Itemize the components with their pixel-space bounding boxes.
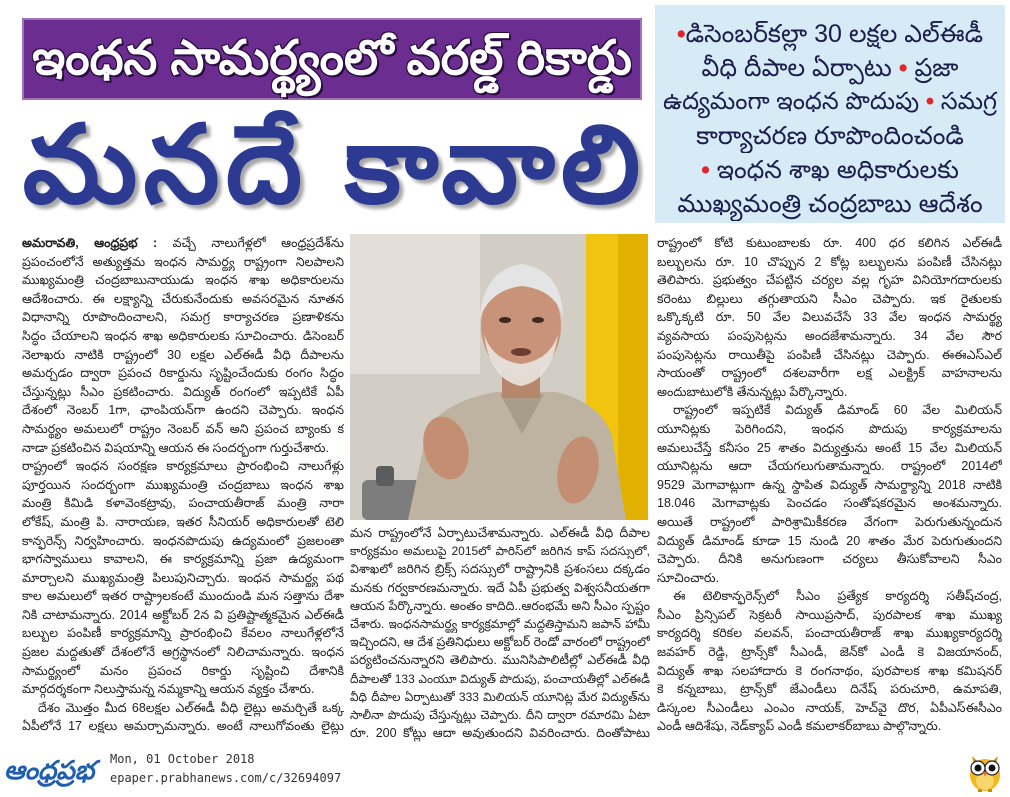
main-headline: మనదే కావాలి <box>22 104 647 225</box>
text-line: భాగస్వాములు కావాలని, ఈ కార్యక్రమాన్ని ప్రజా ఉద్యమంగా <box>22 552 344 567</box>
text-line: సూచించారు. <box>657 570 720 585</box>
text-line: యూనిట్లను ఆదా చేయగలుగుతామన్నారు. రాష్ట్రంలో 2014లో <box>657 459 1002 474</box>
text-line: ఆదేశించారు. ఈ లక్ష్యాన్ని చేరుకునేందుకు అవసరమైన నూతన <box>22 291 344 306</box>
article-column-3 <box>657 234 1002 736</box>
text-line: మనకు గర్వకారణమన్నారు. ఇదే ఏపీ ప్రభుత్వ విశ్వసనీయతగా <box>350 580 650 595</box>
text-line: మార్చాలని ముఖ్యమంత్రి పిలుపునిచ్చారు. ఇంధన సామర్థ్య పథ <box>22 570 344 585</box>
text-line: విద్యుత్ శాఖ సలహాదారు కె రంగనాథం, పురపాలక శాఖ కమిషనర్ <box>657 663 1002 678</box>
bullet-icon: • <box>676 20 686 48</box>
highlight-text: ఉద్యమంగా ఇంధన పొదుపు <box>662 88 920 115</box>
text-line: వీధి దీపాల ఏర్పాటుతో 333 మిలియన్ యూనిట్ల మేర విద్యుత్‌ను <box>350 689 650 704</box>
highlight-text: ఇంధన శాఖ అధికారులకు <box>716 156 959 184</box>
bullet-icon: • <box>701 156 710 184</box>
clip-url: epaper.prabhanews.com/c/32694097 <box>110 771 342 785</box>
text-line: సీఎం ప్రిన్సిపల్ సెక్రటరీ సాయిప్రసాద్, పురపాలక శాఖ ముఖ్య <box>657 607 1002 622</box>
text-line: చేశారు. ఇంధనసామర్థ్య కార్యక్రమాల్లో మద్దతిస్తామని జపాన్ హామీ <box>350 616 650 631</box>
text-line: నాడా ప్రకటించిన విషయాన్ని ఆయన ఈ సందర్భంగా గుర్తుచేశారు. <box>22 440 329 455</box>
text-line: ఒక్కొక్కటి రూ. 50 వేల విలువచేసే 33 వేల ఇంధన సామర్థ్య <box>657 310 1002 325</box>
text-line: మార్గదర్శకంగా నిలుస్తామన్న నమ్మకాన్ని ఆయన వ్యక్తం చేశారు. <box>22 682 315 697</box>
article-column-1 <box>22 234 344 736</box>
highlight-line <box>661 187 999 221</box>
text-line: బల్బులను రూ. 10 చొప్పున 2 కోట్ల బల్బులను పంపిణీ చేసినట్లు <box>657 254 1002 269</box>
text-line: రాష్ట్రంలో ఇంధన సంరక్షణ కార్యక్రమాలు ప్రారంభించి నాలుగేళ్లు <box>22 459 344 474</box>
text-line: పంపుసెట్లను రాయితీపై పంపిణీ చేసినట్లు చెప్పారు. ఈఈఎస్ఎల్ <box>657 347 1002 362</box>
text-line: సామర్థ్యంలో మనం ప్రపంచ రికార్డు సృష్టించి దేశానికి <box>22 663 344 678</box>
text-line: సాలీనా పొదుపు చేస్తున్నట్లు చెప్పారు. దీని ద్వారా రమారమి ఏటా <box>350 707 650 722</box>
text-line: ఆయన పేర్కొన్నారు. అంతం కాదిది..ఆరంభమే అని సీఎం స్పష్టం <box>350 598 650 613</box>
text-line: 18.046 మెగావాట్లకు పెంచడం సంతోషకరమైన అంశమన్నారు. <box>657 496 1002 511</box>
text-line: సామర్థ్యం అమలులో రాష్ట్రం నెంబర్ వన్ అని ప్రపంచ బ్యాంకు క <box>22 421 344 436</box>
text-line: కార్యదర్శి కరికల వలవన్, పంచాయతీరాజ్ శాఖ ముఖ్యకార్యదర్శి <box>657 626 1002 641</box>
text-line: అమర్చడం ద్వారా ప్రపంచ రికార్డును సృష్టించేందుకు రంగం సిద్ధం <box>22 366 344 381</box>
text-line: విద్యుత్ డిమాండ్ కూడా 15 నుండి 20 శాతం మేర పెరుగుతుందని <box>657 533 1002 548</box>
highlight-line <box>661 153 999 187</box>
bullet-icon: • <box>898 54 908 82</box>
text-line: నెలాఖరు నాటికి రాష్ట్రంలో 30 లక్షల ఎల్ఈడీ వీధి దీపాలను <box>22 347 344 362</box>
text-line: లోకేష్, మంత్రి పి. నారాయణ, ఇతర సీనియర్ అధికారులతో టెలి <box>22 514 344 529</box>
text-line: బల్బుల పంపిణీ కార్యక్రమాన్ని ప్రారంభించి కేవలం నాలుగేళ్లలోనే <box>22 626 344 641</box>
text-line: నికి చాటామన్నారు. 2014 అక్టోబర్ 2న వి ప్రతిష్టాత్మకమైన ఎల్ఈడీ <box>22 607 344 622</box>
text-line: కె కన్నబాబు, ట్రాన్స్‌కో జేఎండీలు దినేష్ పరుచూరి, ఉమాపతి, <box>657 682 1002 697</box>
article-photo <box>350 234 648 520</box>
text-line <box>22 234 344 253</box>
photo-image <box>350 234 648 520</box>
text-line: మంత్రి కిమిడి కళావెంకట్రావు, పంచాయతీరాజ్ మంత్రి నారా <box>22 496 344 511</box>
kicker-text: ఇంధన సామర్థ్యంలో వరల్డ్ రికార్డు <box>32 32 632 85</box>
newspaper-logo: ఆంధ్రప్రభ <box>4 755 95 785</box>
highlight-text: వీధి దీపాల ఏర్పాటు <box>701 54 892 82</box>
highlight-text: డిసెంబర్‌కల్లా 30 లక్షల ఎల్ఈడీ <box>685 20 984 48</box>
text-line: అమలుచేస్తే కనీసం 25 శాతం విద్యుత్తును అంటే 15 వేల మిలియన్ <box>657 440 1002 455</box>
text-line: దేశం మొత్తం మీద 68లక్షల ఎల్ఈడీ వీధి లైట్లు అమర్చితే ఒక్క <box>38 700 344 715</box>
text-line: దీపాలతో 133 ఎంయూ విద్యుత్ పొదుపు, పంచాయతీల్లో ఎల్ఈడీ <box>350 671 650 686</box>
text-line: ముఖ్యమంత్రి చంద్రబాబునాయుడు ఇంధన శాఖ అధికారులను <box>22 273 344 288</box>
highlight-line <box>661 17 999 51</box>
text-line: పూర్తయిన సందర్భంగా ముఖ్యమంత్రి చంద్రబాబు ఇంధన శాఖ <box>22 477 344 492</box>
text-line: విధానాన్ని రూపొందించాలని, సమగ్ర కార్యాచరణ ప్రణాళికను <box>22 310 344 325</box>
highlight-text: కార్యాచరణ రూపొందించండి <box>696 122 964 150</box>
text-line: చేస్తున్నట్లు సీఎం ప్రకటించారు. విద్యుత్ రంగంలో ఇప్పటికే ఏపీ <box>22 384 344 399</box>
text-line: సిద్ధం చేయాలని ఇంధన శాఖ అధికారులకు సూచించారు. డిసెంబర్ <box>22 328 344 343</box>
text-line: తెలిపారు. ప్రభుత్వం చేపట్టిన చర్యల వల్ల గృహ వినియోగదారులకు <box>657 273 1002 288</box>
bullet-icon: • <box>925 88 935 115</box>
text-line: ఎండీ ఆదిశేషు, నెడ్‌క్యాప్ ఎండీ కమలాకర్‌బాబు పాల్గొన్నారు. <box>657 719 942 734</box>
owl-icon <box>966 750 1004 792</box>
text-line: దేశంలో నెంబర్ 1గా, ఛాంపియన్‌గా ఉందని చెప్పారు. ఇంధన <box>22 403 344 418</box>
text-line: అయితే రాష్ట్రంలో పారిశ్రామికీకరణ వేగంగా పెరుగుతున్నందున <box>657 514 1002 529</box>
kicker-banner <box>22 18 642 100</box>
text-line: కరెంటు బిల్లులు తగ్గుతాయని సీఎం చెప్పారు. ఇక రైతులకు <box>657 291 1002 306</box>
highlight-text: ముఖ్యమంత్రి చంద్రబాబు ఆదేశం <box>677 190 983 218</box>
text-line: వ్యవసాయ పంపుసెట్లను అందజేశామన్నారు. 34 వేల సౌర <box>657 328 1002 343</box>
highlight-line <box>661 51 999 85</box>
highlights-box <box>655 5 1005 223</box>
text-line: ఇచ్చిందని, ఆ దేశ ప్రతినిధులు అక్టోబర్ రెండో వారంలో రాష్ట్రంలో <box>350 635 650 650</box>
text-line: యూనిట్లకు పెరిగిందని, ఇంధన పొదుపు కార్యక్రమాలను <box>657 421 1002 436</box>
text-line: ఏపీలోనే 17 లక్షలు అమర్చామన్నారు. అంటే నాలుగోవంతు లైట్లు <box>22 719 344 734</box>
text-line: 9529 మెగావాట్లుగా ఉన్న స్థాపిత విద్యుత్ సామర్థ్యాన్ని 2018 నాటికి <box>657 477 1002 492</box>
text-line: అందుబాటులోకి తేనున్నట్లు పేర్కొన్నారు. <box>657 384 848 399</box>
text-line: రాష్ట్రంలో ఇప్పటికే విద్యుత్ డిమాండ్ 60 వేల మిలియన్ <box>673 403 1002 418</box>
text-line: ఈ టెలికాన్ఫరెన్స్‌లో సీఎం ప్రత్యేక కార్యదర్శి సతీష్‌చంద్ర, <box>673 589 1002 604</box>
highlight-line <box>661 119 999 153</box>
text-line: రాష్ట్రంలో కోటి కుటుంబాలకు రూ. 400 ధర కలిగిన ఎల్ఈడీ <box>657 236 1002 250</box>
article-column-2 <box>350 524 650 742</box>
highlight-text: ప్రజా <box>914 54 959 82</box>
highlight-line <box>661 85 999 119</box>
text-line: ప్రజల మద్దతుతో దేశంలోనే అగ్రస్థానంలో నిలిచామన్నారు. ఇంధన <box>22 645 344 660</box>
text-line: చెప్పారు. దీనికి అనుగుణంగా చర్యలు తీసుకోవాలని సీఎం <box>657 552 1002 567</box>
text-line: సాయంతో రాష్ట్రంలో దశలవారీగా లక్ష ఎలక్ట్రిక్ వాహనాలను <box>657 366 1002 381</box>
text-line-content: వచ్చే నాలుగేళ్లలో ఆంధ్రప్రదేశ్‌ను <box>172 236 344 250</box>
text-line: జవహర్ రెడ్డి, ట్రాన్స్‌కో సీఎండీ, జెన్‌కో ఎండీ కె విజయానంద్, <box>657 645 1002 660</box>
text-line: కార్యక్రమం అమలుపై 2015లో పారిస్‌లో జరిగిన కాప్ సదస్సులో, <box>350 544 650 559</box>
edition-date: Mon, 01 October 2018 <box>110 752 255 766</box>
dateline: అమరావతి, ఆంధ్రప్రభ : <box>22 236 158 250</box>
text-line: డిస్కంల సీఎండీలు ఎంఎం నాయక్, హెచ్‌వై దొర, ఏపీఎస్‌ఈసీఎం <box>657 700 1002 715</box>
text-line: ప్రపంచంలోనే అత్యుత్తమ ఇంధన సామర్థ్య రాష్ట్రంగా నిలపాలని <box>22 254 344 269</box>
text-line: రూ. 200 కోట్లు ఆదా అవుతుందని వివరించారు. దింతోపాటు <box>350 726 650 741</box>
text-line: కాన్ఫరెన్స్ నిర్వహించారు. ఇంధనపొదుపు ఉద్యమంలో ప్రజలంతా <box>22 533 344 548</box>
text-line: పర్యటించనున్నారని తెలిపారు. మునిసిపాలిటీల్లో ఎల్ఈడీ వీధి <box>350 653 650 668</box>
text-line: కాల అమలులో ఇతర రాష్ట్రాలకంటే ముందుండి మన సత్తాను దేశా <box>22 589 344 604</box>
text-line: మన రాష్ట్రంలోనే ఏర్పాటుచేశామన్నారు. ఎల్ఈడీ వీధి దీపాల <box>350 526 650 540</box>
text-line: విశాఖలో జరిగిన బ్రిక్స్ సదస్సులో రాష్ట్రానికి ప్రశంసలు దక్కడం <box>350 562 650 577</box>
highlight-text: సమగ్ర <box>940 88 998 115</box>
